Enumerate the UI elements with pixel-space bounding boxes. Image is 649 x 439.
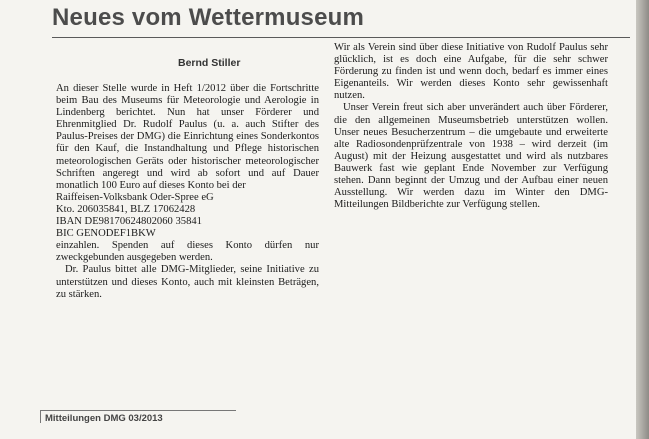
page-footer: Mitteilungen DMG 03/2013: [45, 413, 163, 424]
left-paragraph-1-end: einzahlen. Spenden auf dieses Konto dürfen nur zweckgebunden ausgegeben werden.: [56, 240, 319, 264]
footer-marker: [40, 410, 41, 423]
page-binding-edge: [636, 0, 649, 439]
left-paragraph-1: An dieser Stelle wurde in Heft 1/2012 über die Fortschritte beim Bau des Museums für Meteorologie und Aerologie in Lindenberg berichtet. Nun hat unser Förderer und Ehrenmitglied Dr. Rudolf Paulus (u. a. auch Stifter des Paulus-Preises der DMG) die Einrichtung eines Sonderkontos für den Kauf, die Instandhaltung und Pflege historischen meteorologischen Geräts oder historischer meteorologischer Schriften angeregt und wird ab sofort und auf Dauer monatlich 100 Euro auf dieses Konto bei der: [56, 83, 319, 191]
title-divider: [52, 37, 630, 38]
bank-account: Kto. 206035841, BLZ 17062428: [56, 203, 196, 215]
article-right-column: [334, 42, 608, 211]
right-paragraph-1: Wir als Verein sind über diese Initiative von Rudolf Paulus sehr glücklich, ist es doch eine Aufgabe, für die sehr schwer Förderung zu finden ist und wenn doch, bedarf es immer eines Eigenanteils. Wir werden dieses Konto sehr gewissenhaft nutzen.: [334, 42, 608, 102]
article-left-column: [56, 83, 319, 301]
article-author: Bernd Stiller: [178, 57, 241, 69]
page-title: Neues vom Wettermuseum: [52, 4, 365, 31]
bank-iban: IBAN DE98170624802060 35841: [56, 216, 202, 228]
left-paragraph-2: Dr. Paulus bittet alle DMG-Mitglieder, seine Initiative zu unterstützen und dieses Konto, auch mit kleinsten Beträgen, zu stärken.: [56, 264, 319, 300]
footer-divider: [40, 410, 236, 411]
bank-name: Raiffeisen-Volksbank Oder-Spree eG: [56, 191, 214, 203]
bank-bic: BIC GENODEF1BKW: [56, 228, 156, 240]
right-paragraph-2: Unser Verein freut sich aber unverändert auch über Förderer, die den allgemeinen Museumsbetrieb unterstützen wollen. Unser neues Besucherzentrum – die umgebaute und erweiterte alte Radiosondenprüfzentrale von 1938 – wird derzeit (im August) mit der Heizung ausgestattet und wird als nutzbares Bauwerk fast wie geplant Ende November zur Verfügung stehen. Dann beginnt der Umzug und der Aufbau einer neuen Ausstellung. Wir werden dazu im Winter den DMG-Mitteilungen Bildberichte zur Verfügung stellen.: [334, 102, 608, 211]
